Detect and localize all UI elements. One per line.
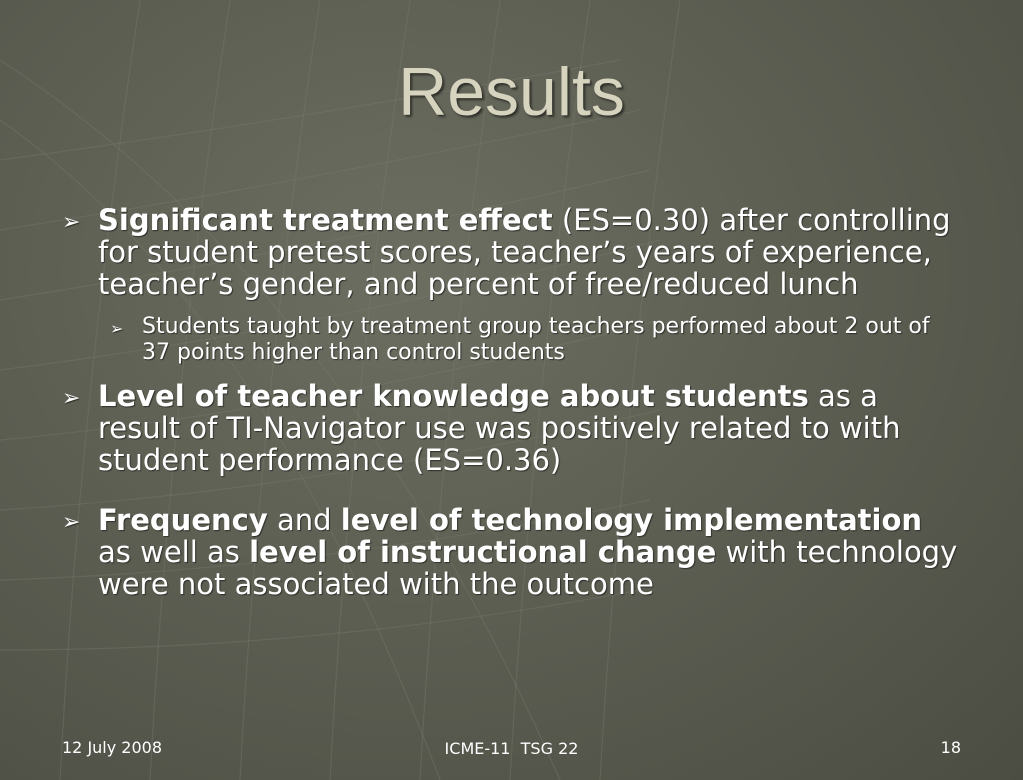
slide-content bbox=[62, 204, 962, 600]
arrow-bullet-icon: ➢ bbox=[110, 319, 124, 338]
bullet-text: as a result of TI-Navigator use was positively related to with student performance (ES=0.36) bbox=[98, 379, 901, 477]
arrow-bullet-icon: ➢ bbox=[62, 510, 81, 535]
sub-bullet-text: Students taught by treatment group teachers performed about 2 out of 37 points higher than control students bbox=[142, 314, 930, 365]
bullet-significant-effect bbox=[62, 204, 962, 300]
arrow-bullet-icon: ➢ bbox=[62, 210, 81, 235]
bullet-bold-text: Level of teacher knowledge about students bbox=[98, 379, 809, 413]
bullet-text: and bbox=[267, 503, 341, 537]
bullet-frequency bbox=[62, 504, 962, 600]
bullet-text: with technology were not associated with the outcome bbox=[98, 535, 958, 601]
bullet-text: as well as bbox=[98, 535, 250, 569]
bullet-bold-text: Frequency bbox=[98, 503, 268, 537]
arrow-bullet-icon: ➢ bbox=[62, 386, 81, 411]
bullet-bold-text: level of technology implementation bbox=[340, 503, 923, 537]
sub-bullet-students bbox=[110, 314, 962, 366]
slide-title: Results bbox=[398, 54, 625, 130]
bullet-bold-text: Significant treatment effect bbox=[98, 203, 553, 237]
bullet-text: (ES=0.30) after controlling for student pretest scores, teacher’s years of experience, teacher’s gender, and percent of free/reduced lunch bbox=[98, 203, 951, 301]
footer-center-text: ICME-11 TSG 22 bbox=[444, 739, 579, 758]
bullet-teacher-knowledge bbox=[62, 380, 962, 476]
footer-date: 12 July 2008 bbox=[62, 738, 163, 757]
footer-page-number: 18 bbox=[940, 738, 961, 757]
bullet-bold-text: level of instructional change bbox=[249, 535, 717, 569]
